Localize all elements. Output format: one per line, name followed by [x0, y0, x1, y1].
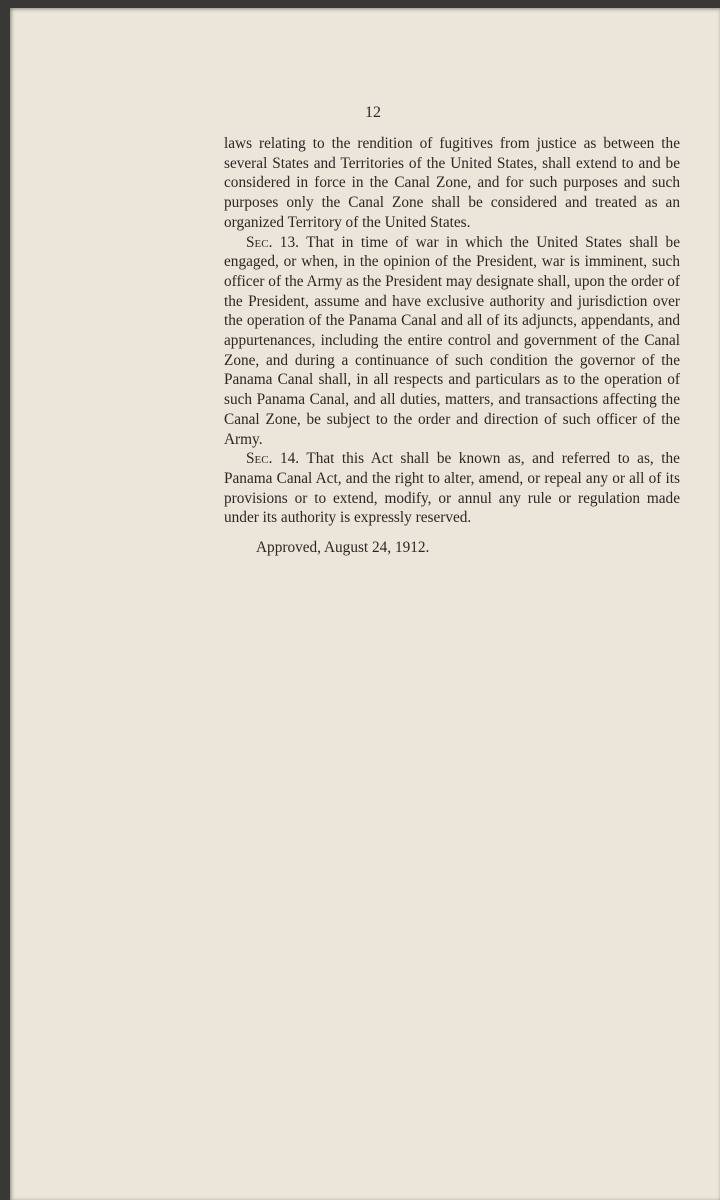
- section-14-paragraph: [224, 449, 680, 528]
- page-number: 12: [365, 104, 381, 121]
- document-page: [10, 8, 720, 1200]
- body-text: [224, 134, 680, 558]
- paragraph-continuation: laws relating to the rendition of fugitives from justice as between the several States and Territories of the United States, shall extend to and be considered in force in the Canal Zone, and for such purposes and such purposes only the Canal Zone shall be considered and treated as an organized Territory of the United States.: [224, 135, 680, 231]
- section-14-label: Sec. 14.: [246, 450, 300, 468]
- section-13-text: That in time of war in which the United States shall be engaged, or when, in the opinion of the President, war is imminent, such officer of the Army as the President may designate shall, upon the order of the President, assume and have exclusive authority and jurisdiction over the operation of the Panama Canal and all of its adjuncts, appendants, and appurtenances, including the entire control and government of the Canal Zone, and during a continuance of such condition the governor of the Panama Canal shall, in all respects and particulars as to the operation of such Panama Canal, and all duties, matters, and transactions affecting the Canal Zone, be subject to the order and direction of such officer of the Army.: [224, 233, 680, 448]
- approval-line: Approved, August 24, 1912.: [256, 539, 430, 557]
- section-14-text: That this Act shall be known as, and referred to as, the Panama Canal Act, and the right to alter, amend, or repeal any or all of its provisions or to extend, modify, or annul any rule or regulation made under its authority is expressly reserved.: [224, 450, 680, 527]
- section-13-label: Sec. 13.: [246, 233, 299, 251]
- section-13-paragraph: [224, 233, 680, 450]
